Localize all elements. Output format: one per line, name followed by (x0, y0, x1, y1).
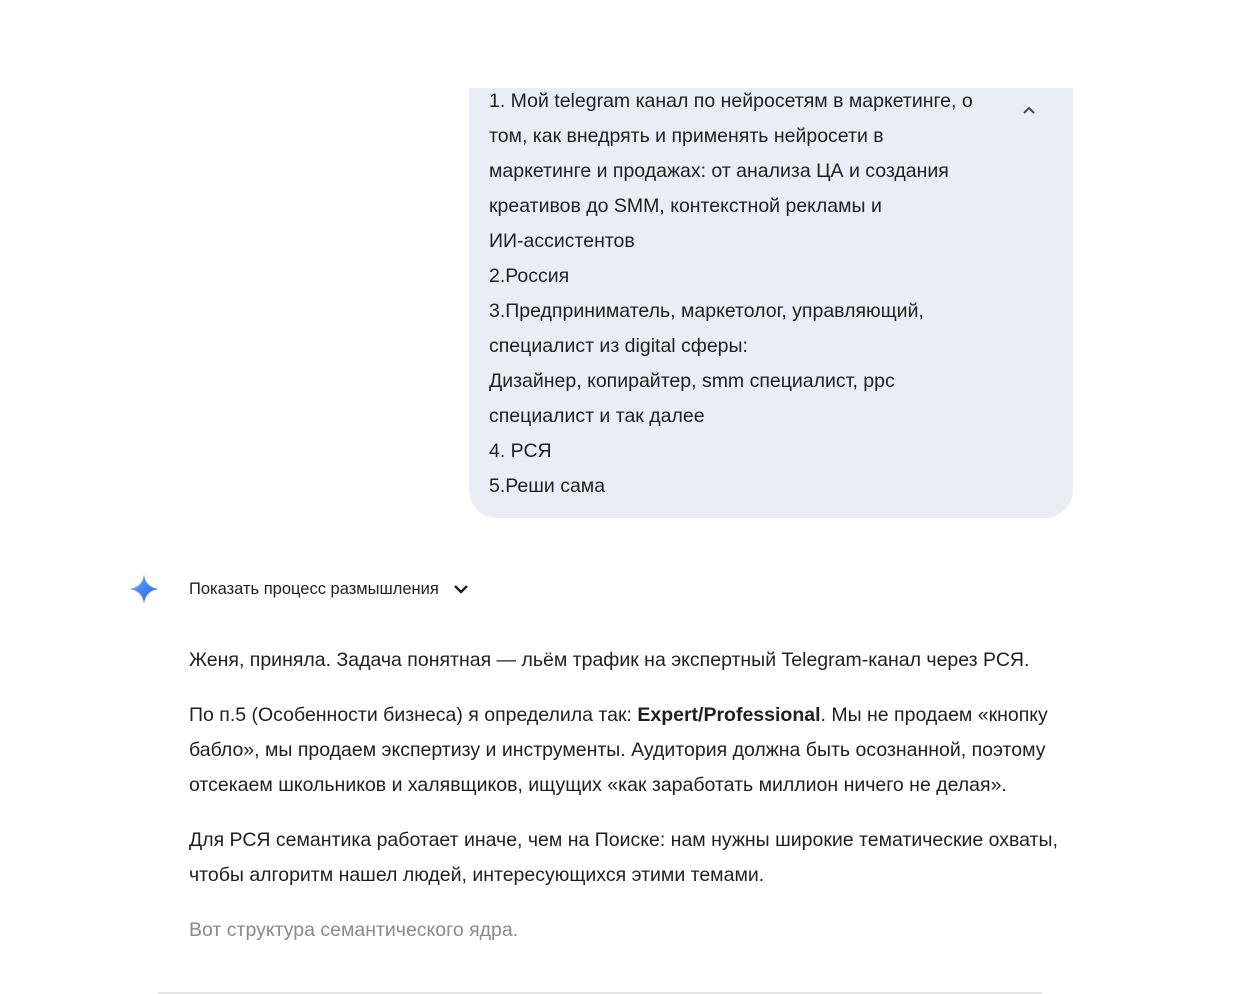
show-thinking-label[interactable]: Показать процесс размышления (189, 579, 439, 598)
response-paragraph: Для РСЯ семантика работает иначе, чем на Поиске: нам нужны широкие тематические охваты, чтобы алгоритм нашел людей, интересующихся этими темами. (189, 829, 1058, 886)
user-message-line: маркетинге и продажах: от анализа ЦА и создания (489, 160, 949, 182)
show-thinking-toggle[interactable] (128, 572, 471, 606)
response-paragraph (189, 698, 1089, 803)
user-message-line: 3.Предприниматель, маркетолог, управляющий, (489, 300, 924, 322)
response-text: . Мы не продаем «кнопку бабло», мы продаем экспертизу и инструменты. Аудитория должна быть осознанной, поэтому отсекаем школьников и халявщиков, ищущих «как заработать миллион ничего не делая». (189, 704, 1048, 796)
business-type-bold: Expert/Professional (637, 704, 821, 726)
user-message-line: 4. РСЯ (489, 440, 552, 462)
chevron-up-icon (1022, 105, 1036, 115)
user-message-line: 1. Мой telegram канал по нейросетям в маркетинге, о (489, 90, 973, 112)
chevron-down-icon[interactable] (451, 579, 471, 599)
assistant-response (189, 643, 1089, 968)
user-message-line: 2.Россия (489, 265, 570, 287)
response-paragraph: Женя, приняла. Задача понятная — льём трафик на экспертный Telegram-канал через РСЯ. (189, 649, 1030, 671)
user-message-line: специалист и так далее (489, 405, 705, 427)
user-message-line: 5.Реши сама (489, 475, 606, 497)
user-message-line: креативов до SMM, контекстной рекламы и (489, 195, 882, 217)
user-message-line: Дизайнер, копирайтер, smm специалист, ppc (489, 370, 895, 392)
user-message-text (489, 84, 1003, 504)
response-paragraph-streaming: Вот структура семантического ядра. (189, 919, 519, 941)
user-message-bubble (469, 88, 1073, 518)
user-message-line: специалист из digital сферы: (489, 335, 748, 357)
gemini-spark-icon (128, 573, 160, 605)
user-message-line: том, как внедрять и применять нейросети в (489, 125, 884, 147)
response-text: По п.5 (Особенности бизнеса) я определила так: (189, 704, 638, 726)
user-message-line: ИИ-ассистентов (489, 230, 635, 252)
collapse-message-button[interactable] (1015, 96, 1043, 124)
